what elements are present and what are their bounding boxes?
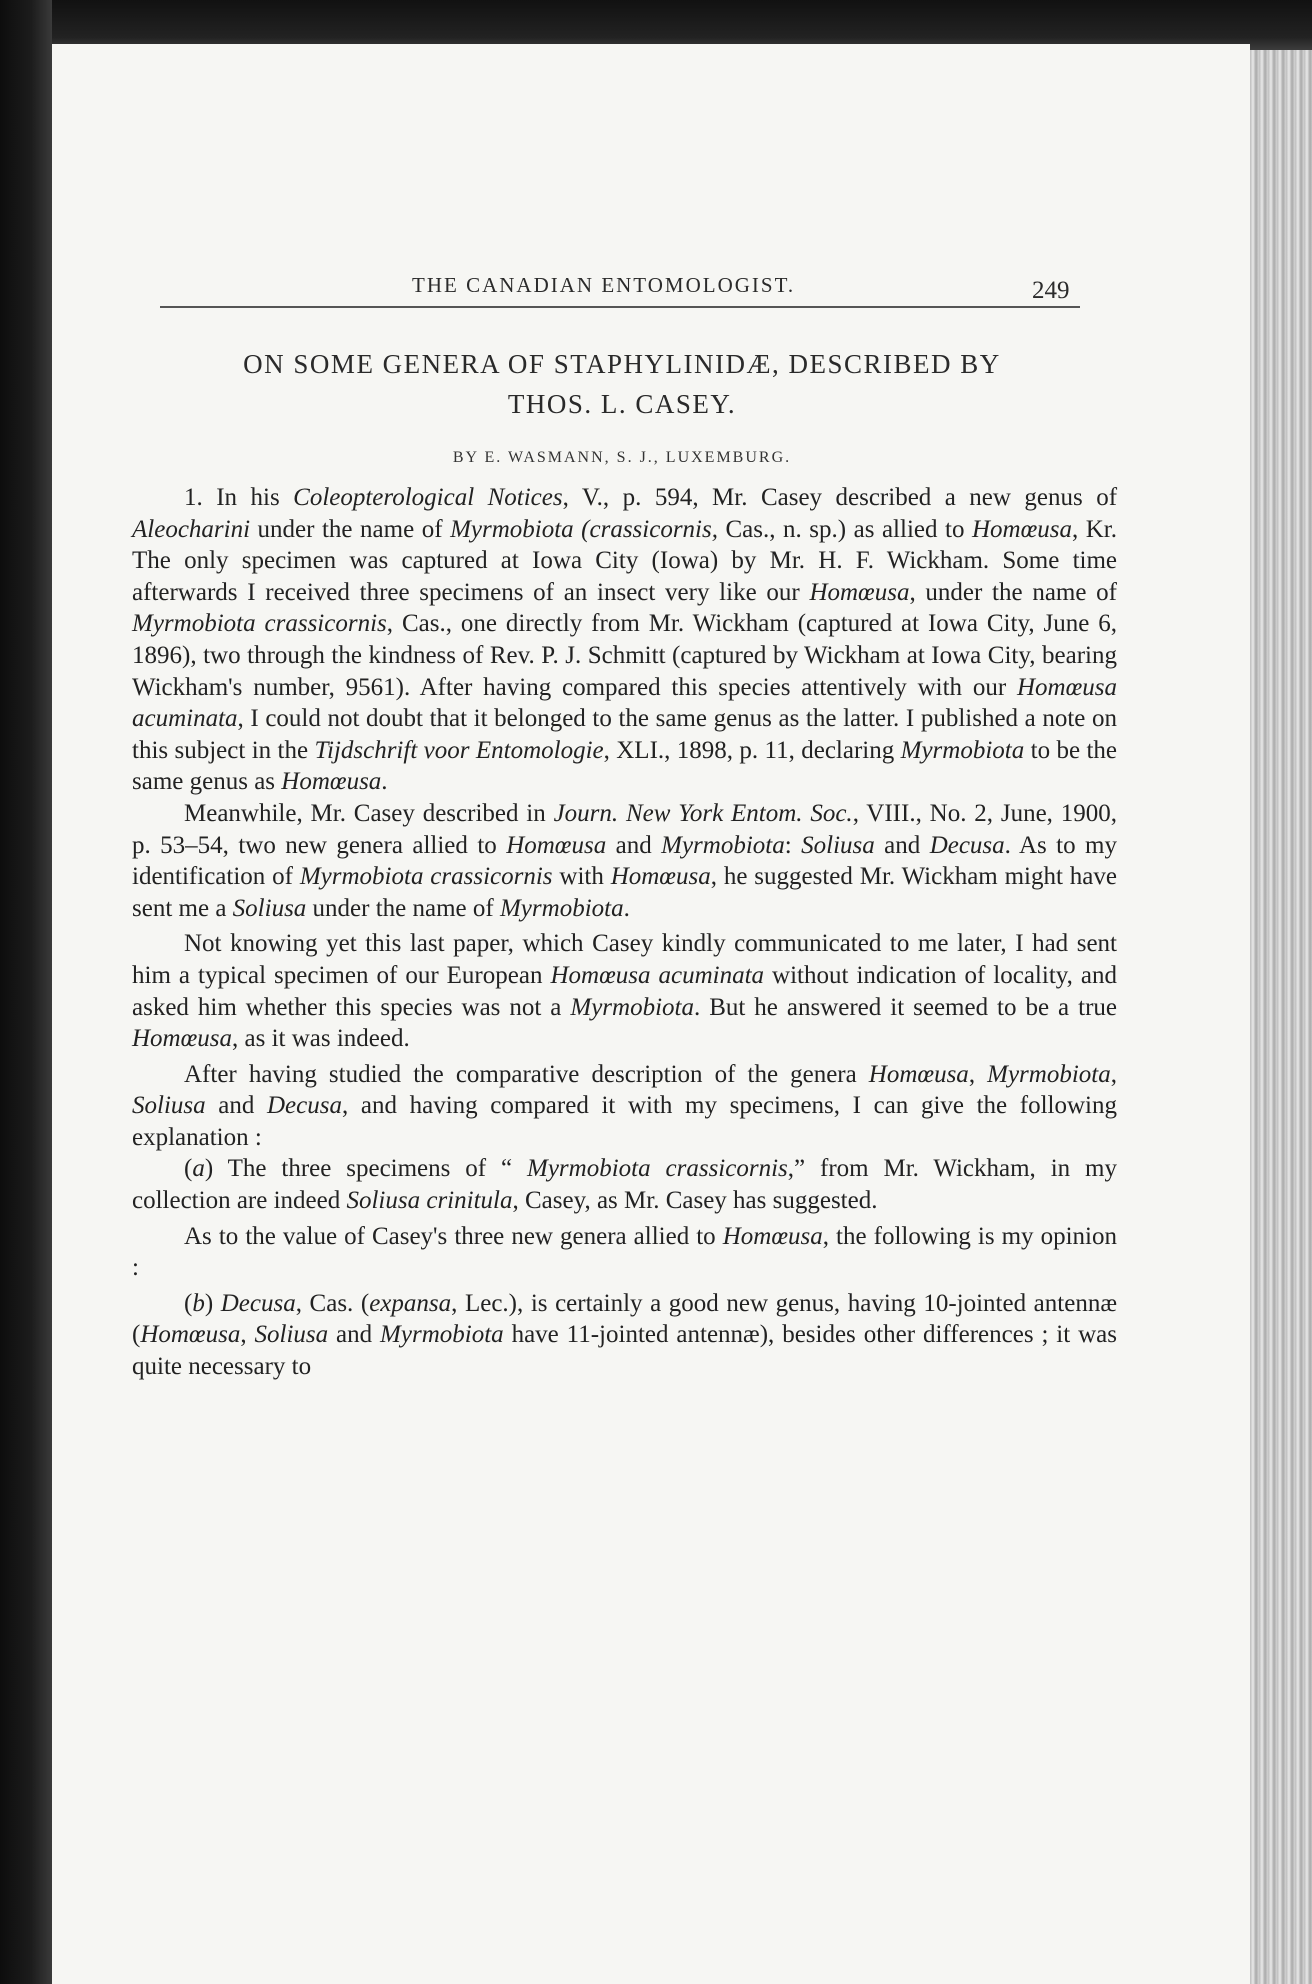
paragraph-3 [132, 928, 1117, 1054]
p5-text: , Casey, as Mr. Casey has suggested. [512, 1187, 878, 1215]
p2-text: , VIII., No. 2, June, 1900, p. 53–54, two new genera allied to [132, 799, 1117, 859]
p1-text: , I could not doubt that it belonged to the same genus as the latter. I published a note on this subject in the [132, 705, 1117, 764]
p3-text: Not knowing yet this last paper, which Casey kindly communicated to me later, I had sent him a typical specimen of our European [132, 930, 1117, 989]
article-title-line-2: THOS. L. CASEY. [507, 389, 737, 419]
p6-italic: Homœusa [722, 1222, 823, 1250]
p1-text: Cas., n. sp.) as allied to [717, 515, 972, 543]
p5-text: ( [184, 1155, 193, 1183]
p2-italic: Decusa [929, 831, 1005, 859]
p1-text: , under the name of [909, 578, 1117, 606]
article-title-line-1: ON SOME GENERA OF STAPHYLINIDÆ, DESCRIBED BY [243, 349, 1001, 379]
p2-italic: Homœusa [610, 863, 711, 891]
p1-text: , V., p. 594, Mr. Casey described a new genus of [562, 484, 1118, 511]
p2-text: . As to my identification of [132, 831, 1117, 891]
page-edges-right [1250, 50, 1312, 1984]
p3-italic: Homœusa [132, 1025, 233, 1053]
p1-italic: Homœusa acuminata [132, 673, 1117, 733]
p3-italic: Myrmobiota [570, 993, 694, 1021]
p7-text: , Lec.), is certainly a good new genus, having 10-jointed antennæ ( [132, 1289, 1117, 1349]
paragraph-7 [132, 1288, 1117, 1383]
p4-italic: Soliusa [132, 1092, 206, 1120]
p7-italic: Soliusa [254, 1321, 329, 1349]
p3-text: . But he answered it seemed to be a true [693, 993, 1117, 1021]
paragraph-5 [132, 1153, 1117, 1216]
p6-text: , the following is my opinion : [132, 1222, 1117, 1282]
p2-text: . [623, 894, 630, 922]
p1-text: , Cas., one directly from Mr. Wickham (captured at Iowa City, June 6, 1896), two through the kindness of Rev. P. J. Schmitt (captured by Wickham at Iowa City, bearing Wickham's number, 9561). After having compared this species attentively with our [132, 610, 1118, 701]
p1-italic: Homœusa [809, 578, 910, 606]
p1-italic: Myrmobiota crassicornis [132, 610, 387, 638]
p5-text: ,” from Mr. Wickham, in my collection are indeed [132, 1155, 1117, 1215]
p7-text: ( [184, 1289, 193, 1317]
p1-text: , Kr. The only specimen was captured at Iowa City (Iowa) by Mr. H. F. Wickham. Some time afterwards I received three specimens of an insect very like our [132, 515, 1118, 606]
p1-text: . [381, 768, 388, 796]
page-number: 249 [1032, 277, 1070, 304]
p5-italic: Soliusa crinitula [346, 1187, 513, 1215]
p7-italic: Myrmobiota [380, 1321, 504, 1349]
binding-shadow-left [0, 0, 52, 1984]
p6-text: As to the value of Casey's three new genera allied to [184, 1222, 723, 1250]
p2-italic: Journ. New York Entom. Soc. [553, 799, 853, 827]
p2-text: and [874, 831, 930, 859]
p7-text: ) [204, 1289, 221, 1317]
p3-italic: Homœusa acuminata [550, 961, 765, 989]
p7-italic: Decusa [220, 1289, 296, 1317]
p2-text: Meanwhile, Mr. Casey described in [184, 799, 554, 827]
p1-italic: Myrmobiota [900, 736, 1025, 764]
p1-italic: Homœusa [971, 515, 1072, 543]
p4-italic: Decusa [267, 1092, 342, 1120]
p2-text: : [784, 831, 802, 859]
journal-name: THE CANADIAN ENTOMOLOGIST. [412, 273, 796, 297]
p3-text: without indication of locality, and asked him whether this species was not a [132, 961, 1118, 1021]
paragraph-4 [132, 1059, 1117, 1154]
p7-italic: expansa [369, 1289, 452, 1317]
p1-italic: Coleopterological Notices [293, 484, 563, 511]
p7-text: , Cas. ( [295, 1289, 370, 1317]
p3-text: , as it was indeed. [232, 1025, 410, 1053]
p5-italic: a [192, 1155, 205, 1183]
p2-italic: Myrmobiota crassicornis [299, 863, 553, 891]
p4-italic: Myrmobiota [987, 1060, 1111, 1088]
article-byline: BY E. WASMANN, S. J., LUXEMBURG. [452, 449, 792, 466]
p4-text: and [205, 1092, 267, 1120]
p2-italic: Myrmobiota [661, 831, 785, 859]
p1-italic: Myrmobiota (crassicornis, [450, 515, 718, 543]
p7-italic: Homœusa [140, 1321, 241, 1349]
p4-text: After having studied the comparative description of the genera [184, 1060, 869, 1088]
p2-text: with [552, 863, 611, 891]
p1-text: under the name of [250, 515, 451, 543]
p4-italic: Homœusa [868, 1060, 969, 1088]
p7-text: and [328, 1321, 381, 1349]
running-head [52, 269, 1250, 309]
paragraph-2 [132, 798, 1117, 924]
paragraph-1 [132, 482, 1117, 798]
p4-text: , [968, 1060, 988, 1088]
p1-text: to be the same genus as [132, 736, 1117, 796]
p1-italic: Aleocharini [132, 515, 251, 543]
p5-italic: Myrmobiota crassicornis [527, 1155, 788, 1183]
p1-text: 1. In his [184, 484, 294, 511]
p4-text: , and having compared it with my specimens, I can give the following explanation : [132, 1092, 1118, 1151]
p2-italic: Homœusa [506, 831, 607, 859]
p7-text: have 11-jointed antennæ), besides other differences ; it was quite necessary to [132, 1321, 1117, 1381]
p2-italic: Soliusa [232, 894, 307, 922]
header-rule [160, 306, 1080, 308]
paragraph-6 [132, 1221, 1117, 1284]
p1-italic: Homœusa [281, 768, 382, 796]
p2-text: and [606, 831, 662, 859]
p1-text: , XLI., 1898, p. 11, declaring [603, 736, 901, 764]
p7-text: , [240, 1321, 255, 1349]
p7-italic: b [192, 1289, 205, 1317]
book-page [52, 44, 1250, 1984]
article-body [132, 482, 1117, 1387]
p5-text: ) The three specimens of “ [204, 1155, 528, 1183]
p1-italic: Tijdschrift voor Entomologie [314, 736, 604, 764]
p4-text: , [1110, 1060, 1117, 1088]
p2-text: under the name of [306, 894, 500, 922]
p2-italic: Soliusa [801, 831, 875, 859]
article-title [142, 344, 1102, 424]
p2-text: , he suggested Mr. Wickham might have sent me a [132, 863, 1117, 922]
p2-italic: Myrmobiota [499, 894, 624, 922]
